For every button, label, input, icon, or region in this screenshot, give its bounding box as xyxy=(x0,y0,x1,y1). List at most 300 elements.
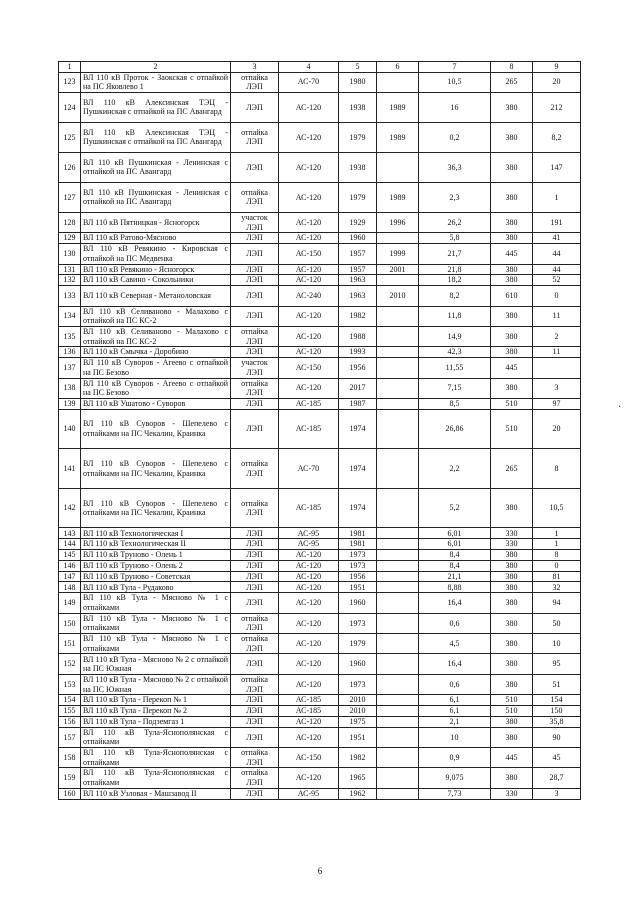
cell-year-built: 1979 xyxy=(339,182,377,212)
cell-allowed-current: 380 xyxy=(491,326,533,346)
cell-year-rebuilt: 1996 xyxy=(377,212,419,232)
cell-year-rebuilt: 1999 xyxy=(377,244,419,264)
cell-allowed-current: 510 xyxy=(491,695,533,706)
cell-row-number: 137 xyxy=(59,358,81,378)
header-cell: 6 xyxy=(377,62,419,73)
cell-year-rebuilt xyxy=(377,275,419,286)
cell-line-type: ЛЭП xyxy=(231,727,279,747)
cell-line-name: ВЛ 110 кВ Проток - Заокская с отпайкой на ПС Яковлево 1 xyxy=(81,72,231,92)
table-row xyxy=(59,560,581,571)
cell-wire-grade: АС-150 xyxy=(279,244,339,264)
table-row xyxy=(59,409,581,449)
cell-length: 0,6 xyxy=(419,674,491,694)
cell-load: 41 xyxy=(533,233,581,244)
cell-line-name: ВЛ 110 кВ Ревякино - Ясногорск xyxy=(81,264,231,275)
table-row xyxy=(59,571,581,582)
cell-row-number: 155 xyxy=(59,706,81,717)
cell-wire-grade: АС-95 xyxy=(279,539,339,550)
table-row xyxy=(59,306,581,326)
cell-allowed-current: 380 xyxy=(491,152,533,182)
cell-row-number: 126 xyxy=(59,152,81,182)
cell-length: 7,73 xyxy=(419,788,491,799)
table-row xyxy=(59,182,581,212)
cell-length: 4,5 xyxy=(419,634,491,654)
cell-line-name: ВЛ 110 кВ Узловая - Машзавод II xyxy=(81,788,231,799)
cell-line-type: ЛЭП xyxy=(231,593,279,613)
cell-line-name: ВЛ 110 кВ Труново - Олень 2 xyxy=(81,560,231,571)
cell-line-name: ВЛ 110 кВ Тула - Рудаково xyxy=(81,582,231,593)
cell-load: 11 xyxy=(533,347,581,358)
cell-line-name: ВЛ 110 кВ Тула - Мясново № 1 с отпайками xyxy=(81,593,231,613)
cell-wire-grade: АС-70 xyxy=(279,449,339,489)
cell-year-built: 1973 xyxy=(339,613,377,633)
cell-allowed-current: 380 xyxy=(491,92,533,122)
cell-wire-grade: АС-185 xyxy=(279,488,339,528)
cell-row-number: 134 xyxy=(59,306,81,326)
cell-wire-grade: АС-185 xyxy=(279,695,339,706)
cell-year-built: 1956 xyxy=(339,571,377,582)
table-header xyxy=(59,62,581,73)
cell-row-number: 133 xyxy=(59,286,81,306)
cell-line-name: ВЛ 110 кВ Смычка - Доробино xyxy=(81,347,231,358)
cell-line-type: отпайка ЛЭП xyxy=(231,613,279,633)
table-row xyxy=(59,582,581,593)
cell-length: 14,9 xyxy=(419,326,491,346)
cell-year-built: 1981 xyxy=(339,539,377,550)
cell-year-built: 1979 xyxy=(339,122,377,152)
table-row xyxy=(59,727,581,747)
cell-year-built: 1982 xyxy=(339,306,377,326)
cell-line-name: ВЛ 110 кВ Пятницкая - Ясногорск xyxy=(81,212,231,232)
header-cell: 2 xyxy=(81,62,231,73)
cell-length: 5,8 xyxy=(419,233,491,244)
cell-line-name: ВЛ 110 кВ Суворов - Шепелево с отпайками на ПС Чекалин, Краинка xyxy=(81,449,231,489)
cell-wire-grade: АС-120 xyxy=(279,122,339,152)
cell-load: 3 xyxy=(533,788,581,799)
cell-year-rebuilt: 2010 xyxy=(377,286,419,306)
cell-line-type: ЛЭП xyxy=(231,695,279,706)
cell-year-built: 1974 xyxy=(339,409,377,449)
cell-wire-grade: АС-185 xyxy=(279,398,339,409)
cell-row-number: 141 xyxy=(59,449,81,489)
cell-year-rebuilt xyxy=(377,613,419,633)
table-row xyxy=(59,768,581,788)
table-row xyxy=(59,550,581,561)
table-row xyxy=(59,716,581,727)
cell-year-rebuilt: 1989 xyxy=(377,92,419,122)
cell-line-name: ВЛ 110 кВ Северная - Метаноловская xyxy=(81,286,231,306)
cell-wire-grade: АС-120 xyxy=(279,306,339,326)
cell-line-type: отпайка ЛЭП xyxy=(231,449,279,489)
cell-line-name: ВЛ 110 кВ Тула - Мясново № 1 с отпайками xyxy=(81,613,231,633)
cell-year-built: 1956 xyxy=(339,358,377,378)
cell-line-name: ВЛ 110 кВ Тула-Яснополянская с отпайками xyxy=(81,768,231,788)
cell-row-number: 147 xyxy=(59,571,81,582)
cell-wire-grade: АС-120 xyxy=(279,233,339,244)
cell-line-name: ВЛ 110 кВ Труново - Олень 1 xyxy=(81,550,231,561)
table-row xyxy=(59,326,581,346)
cell-year-rebuilt: 1989 xyxy=(377,122,419,152)
cell-line-name: ВЛ 110 кВ Тула - Мясново № 1 с отпайками xyxy=(81,634,231,654)
cell-year-built: 1973 xyxy=(339,674,377,694)
cell-allowed-current: 380 xyxy=(491,264,533,275)
cell-row-number: 146 xyxy=(59,560,81,571)
cell-year-rebuilt xyxy=(377,528,419,539)
table-row xyxy=(59,212,581,232)
cell-load: 11 xyxy=(533,306,581,326)
cell-line-name: ВЛ 110 кВ Технологическая I xyxy=(81,528,231,539)
cell-length: 5,2 xyxy=(419,488,491,528)
cell-wire-grade: АС-120 xyxy=(279,582,339,593)
cell-row-number: 123 xyxy=(59,72,81,92)
table-row xyxy=(59,286,581,306)
cell-row-number: 139 xyxy=(59,398,81,409)
header-cell: 9 xyxy=(533,62,581,73)
cell-year-rebuilt xyxy=(377,306,419,326)
table-row xyxy=(59,488,581,528)
cell-row-number: 130 xyxy=(59,244,81,264)
cell-load: 154 xyxy=(533,695,581,706)
cell-length: 7,15 xyxy=(419,378,491,398)
cell-allowed-current: 380 xyxy=(491,727,533,747)
cell-year-built: 1962 xyxy=(339,788,377,799)
page-number: 6 xyxy=(317,866,323,876)
cell-load: 28,7 xyxy=(533,768,581,788)
cell-wire-grade: АС-120 xyxy=(279,182,339,212)
cell-load: 0 xyxy=(533,560,581,571)
cell-line-name: ВЛ 110 кВ Труново - Советская xyxy=(81,571,231,582)
cell-year-built: 1980 xyxy=(339,72,377,92)
cell-wire-grade: АС-120 xyxy=(279,550,339,561)
cell-row-number: 150 xyxy=(59,613,81,633)
cell-length: 26,2 xyxy=(419,212,491,232)
cell-line-type: отпайка ЛЭП xyxy=(231,72,279,92)
cell-row-number: 136 xyxy=(59,347,81,358)
cell-wire-grade: АС-120 xyxy=(279,347,339,358)
cell-length: 0,6 xyxy=(419,613,491,633)
cell-year-rebuilt xyxy=(377,634,419,654)
cell-year-rebuilt xyxy=(377,748,419,768)
table-row xyxy=(59,788,581,799)
cell-length: 16,4 xyxy=(419,654,491,674)
cell-allowed-current: 380 xyxy=(491,582,533,593)
cell-wire-grade: АС-95 xyxy=(279,528,339,539)
cell-allowed-current: 380 xyxy=(491,378,533,398)
cell-wire-grade: АС-120 xyxy=(279,674,339,694)
cell-line-name: ВЛ 110 кВ Пушкинская - Ленинская с отпайкой на ПС Авангард xyxy=(81,182,231,212)
cell-row-number: 153 xyxy=(59,674,81,694)
cell-year-rebuilt xyxy=(377,488,419,528)
cell-row-number: 138 xyxy=(59,378,81,398)
header-cell: 1 xyxy=(59,62,81,73)
cell-year-rebuilt xyxy=(377,449,419,489)
cell-line-type: ЛЭП xyxy=(231,582,279,593)
cell-length: 42,3 xyxy=(419,347,491,358)
header-cell: 7 xyxy=(419,62,491,73)
cell-line-type: ЛЭП xyxy=(231,244,279,264)
cell-length: 8,88 xyxy=(419,582,491,593)
cell-row-number: 140 xyxy=(59,409,81,449)
cell-allowed-current: 330 xyxy=(491,528,533,539)
cell-wire-grade: АС-240 xyxy=(279,286,339,306)
table-row xyxy=(59,122,581,152)
cell-line-type: ЛЭП xyxy=(231,654,279,674)
cell-line-name: ВЛ 110 кВ Тула - Мясново № 2 с отпайкой на ПС Южная xyxy=(81,654,231,674)
cell-load: 1 xyxy=(533,182,581,212)
cell-wire-grade: АС-120 xyxy=(279,152,339,182)
cell-load: 51 xyxy=(533,674,581,694)
cell-allowed-current: 380 xyxy=(491,674,533,694)
cell-load: 150 xyxy=(533,706,581,717)
cell-wire-grade: АС-120 xyxy=(279,716,339,727)
cell-line-type: отпайка ЛЭП xyxy=(231,488,279,528)
cell-length: 2,1 xyxy=(419,716,491,727)
cell-year-rebuilt xyxy=(377,152,419,182)
cell-line-name: ВЛ 110 кВ Селиваново - Малахово с отпайкой на ПС КС-2 xyxy=(81,306,231,326)
header-cell: 5 xyxy=(339,62,377,73)
cell-line-name: ВЛ 110 кВ Суворов - Шепелево с отпайками на ПС Чекалин, Краинка xyxy=(81,409,231,449)
cell-year-built: 2010 xyxy=(339,695,377,706)
cell-wire-grade: АС-120 xyxy=(279,326,339,346)
header-cell: 3 xyxy=(231,62,279,73)
table-row xyxy=(59,654,581,674)
cell-allowed-current: 380 xyxy=(491,768,533,788)
cell-wire-grade: АС-120 xyxy=(279,571,339,582)
cell-year-rebuilt xyxy=(377,695,419,706)
cell-year-built: 1973 xyxy=(339,550,377,561)
cell-year-rebuilt xyxy=(377,788,419,799)
cell-year-built: 1951 xyxy=(339,727,377,747)
cell-line-name: ВЛ 110 кВ Тула-Яснополянская с отпайками xyxy=(81,727,231,747)
cell-allowed-current: 380 xyxy=(491,182,533,212)
cell-wire-grade: АС-120 xyxy=(279,768,339,788)
cell-line-type: отпайка ЛЭП xyxy=(231,378,279,398)
header-cell: 8 xyxy=(491,62,533,73)
cell-line-name: ВЛ 110 кВ Суворов - Агеево с отпайкой на ПС Безово xyxy=(81,378,231,398)
cell-length: 0,2 xyxy=(419,122,491,152)
table-row xyxy=(59,358,581,378)
cell-load: 191 xyxy=(533,212,581,232)
cell-allowed-current: 510 xyxy=(491,398,533,409)
cell-load: 44 xyxy=(533,244,581,264)
cell-length: 8,4 xyxy=(419,560,491,571)
table-row xyxy=(59,695,581,706)
table-row xyxy=(59,347,581,358)
cell-line-name: ВЛ 110 кВ Ратово-Мясново xyxy=(81,233,231,244)
cell-load: 97 xyxy=(533,398,581,409)
cell-year-rebuilt xyxy=(377,378,419,398)
cell-load: 10 xyxy=(533,634,581,654)
cell-line-name: ВЛ 110 кВ Тула-Яснополянская с отпайками xyxy=(81,748,231,768)
cell-line-type: ЛЭП xyxy=(231,788,279,799)
cell-load: 0 xyxy=(533,286,581,306)
cell-line-type: ЛЭП xyxy=(231,92,279,122)
cell-year-rebuilt xyxy=(377,347,419,358)
cell-line-type: отпайка ЛЭП xyxy=(231,768,279,788)
cell-line-type: ЛЭП xyxy=(231,286,279,306)
cell-year-built: 1938 xyxy=(339,152,377,182)
cell-length: 11,55 xyxy=(419,358,491,378)
cell-year-built: 2017 xyxy=(339,378,377,398)
cell-year-rebuilt xyxy=(377,539,419,550)
power-lines-table xyxy=(58,61,581,800)
cell-line-type: отпайка ЛЭП xyxy=(231,674,279,694)
cell-row-number: 145 xyxy=(59,550,81,561)
cell-line-type: отпайка ЛЭП xyxy=(231,748,279,768)
cell-wire-grade: АС-120 xyxy=(279,275,339,286)
table-row xyxy=(59,528,581,539)
table-row xyxy=(59,593,581,613)
cell-line-type: ЛЭП xyxy=(231,347,279,358)
cell-length: 16 xyxy=(419,92,491,122)
cell-length: 21,7 xyxy=(419,244,491,264)
cell-length: 16,4 xyxy=(419,593,491,613)
cell-allowed-current: 380 xyxy=(491,122,533,152)
cell-row-number: 143 xyxy=(59,528,81,539)
cell-load: 90 xyxy=(533,727,581,747)
cell-load: 8 xyxy=(533,550,581,561)
cell-wire-grade: АС-120 xyxy=(279,634,339,654)
table-row xyxy=(59,152,581,182)
cell-row-number: 132 xyxy=(59,275,81,286)
cell-line-name: ВЛ 110 кВ Тула - Перекоп № 2 xyxy=(81,706,231,717)
cell-year-built: 1965 xyxy=(339,768,377,788)
cell-allowed-current: 265 xyxy=(491,72,533,92)
cell-year-built: 1951 xyxy=(339,582,377,593)
cell-allowed-current: 380 xyxy=(491,550,533,561)
cell-year-rebuilt xyxy=(377,768,419,788)
cell-wire-grade: АС-120 xyxy=(279,613,339,633)
cell-length: 2,2 xyxy=(419,449,491,489)
table-body xyxy=(59,72,581,799)
cell-line-type: ЛЭП xyxy=(231,398,279,409)
cell-wire-grade: АС-120 xyxy=(279,264,339,275)
cell-year-built: 1929 xyxy=(339,212,377,232)
cell-load: 8 xyxy=(533,449,581,489)
cell-row-number: 157 xyxy=(59,727,81,747)
cell-load: 3 xyxy=(533,378,581,398)
cell-year-rebuilt xyxy=(377,593,419,613)
table-row xyxy=(59,264,581,275)
cell-line-type: отпайка ЛЭП xyxy=(231,634,279,654)
cell-allowed-current: 380 xyxy=(491,212,533,232)
cell-year-rebuilt: 1989 xyxy=(377,182,419,212)
cell-year-built: 2010 xyxy=(339,706,377,717)
cell-load: 1 xyxy=(533,528,581,539)
cell-year-rebuilt xyxy=(377,326,419,346)
cell-year-rebuilt xyxy=(377,560,419,571)
cell-year-rebuilt: 2001 xyxy=(377,264,419,275)
cell-load: 8,2 xyxy=(533,122,581,152)
cell-load: 2 xyxy=(533,326,581,346)
cell-length: 2,3 xyxy=(419,182,491,212)
table-row xyxy=(59,449,581,489)
cell-wire-grade: АС-120 xyxy=(279,378,339,398)
cell-row-number: 127 xyxy=(59,182,81,212)
cell-length: 10,5 xyxy=(419,72,491,92)
cell-row-number: 129 xyxy=(59,233,81,244)
cell-length: 6,01 xyxy=(419,539,491,550)
cell-line-type: отпайка ЛЭП xyxy=(231,122,279,152)
table-row xyxy=(59,275,581,286)
cell-row-number: 131 xyxy=(59,264,81,275)
cell-line-name: ВЛ 110 кВ Ушатово - Суворов xyxy=(81,398,231,409)
cell-line-name: ВЛ 110 кВ Тула - Перекоп № 1 xyxy=(81,695,231,706)
cell-allowed-current: 380 xyxy=(491,233,533,244)
cell-year-rebuilt xyxy=(377,550,419,561)
cell-line-type: ЛЭП xyxy=(231,560,279,571)
cell-row-number: 149 xyxy=(59,593,81,613)
cell-line-name: ВЛ 110 кВ Алексинская ТЭЦ - Пушкинская с отпайкой на ПС Авангард xyxy=(81,122,231,152)
cell-length: 10 xyxy=(419,727,491,747)
cell-year-built: 1979 xyxy=(339,634,377,654)
table-row xyxy=(59,72,581,92)
cell-year-built: 1960 xyxy=(339,654,377,674)
cell-line-name: ВЛ 110 кВ Алексинская ТЭЦ - Пушкинская с отпайкой на ПС Авангард xyxy=(81,92,231,122)
table-row xyxy=(59,706,581,717)
cell-load: 32 xyxy=(533,582,581,593)
cell-allowed-current: 445 xyxy=(491,748,533,768)
cell-year-built: 1957 xyxy=(339,244,377,264)
cell-row-number: 159 xyxy=(59,768,81,788)
cell-wire-grade: АС-120 xyxy=(279,593,339,613)
cell-load: 212 xyxy=(533,92,581,122)
cell-allowed-current: 610 xyxy=(491,286,533,306)
table-row xyxy=(59,539,581,550)
cell-year-built: 1960 xyxy=(339,593,377,613)
cell-year-rebuilt xyxy=(377,398,419,409)
cell-row-number: 148 xyxy=(59,582,81,593)
cell-allowed-current: 380 xyxy=(491,634,533,654)
cell-allowed-current: 380 xyxy=(491,613,533,633)
cell-year-built: 1963 xyxy=(339,275,377,286)
cell-line-type: ЛЭП xyxy=(231,716,279,727)
cell-allowed-current: 380 xyxy=(491,571,533,582)
table-row xyxy=(59,92,581,122)
cell-year-built: 1987 xyxy=(339,398,377,409)
cell-load xyxy=(533,358,581,378)
cell-allowed-current: 330 xyxy=(491,539,533,550)
cell-line-name: ВЛ 110 кВ Суворов - Агеево с отпайкой на ПС Безово xyxy=(81,358,231,378)
cell-wire-grade: АС-95 xyxy=(279,788,339,799)
table-row xyxy=(59,748,581,768)
cell-row-number: 124 xyxy=(59,92,81,122)
cell-length: 18,2 xyxy=(419,275,491,286)
cell-line-name: ВЛ 110 кВ Пушкинская - Ленинская с отпайкой на ПС Авангард xyxy=(81,152,231,182)
cell-load: 10,5 xyxy=(533,488,581,528)
cell-line-name: ВЛ 110 кВ Ревякино - Кировская с отпайкой на ПС Медвенка xyxy=(81,244,231,264)
cell-year-built: 1957 xyxy=(339,264,377,275)
header-row xyxy=(59,62,581,73)
table-row xyxy=(59,398,581,409)
cell-year-built: 1982 xyxy=(339,748,377,768)
cell-line-type: ЛЭП xyxy=(231,528,279,539)
cell-line-type: ЛЭП xyxy=(231,706,279,717)
cell-year-built: 1974 xyxy=(339,488,377,528)
cell-line-type: ЛЭП xyxy=(231,306,279,326)
cell-row-number: 128 xyxy=(59,212,81,232)
cell-row-number: 135 xyxy=(59,326,81,346)
cell-wire-grade: АС-185 xyxy=(279,706,339,717)
cell-year-rebuilt xyxy=(377,358,419,378)
cell-load: 81 xyxy=(533,571,581,582)
cell-wire-grade: АС-120 xyxy=(279,212,339,232)
cell-year-rebuilt xyxy=(377,72,419,92)
cell-year-rebuilt xyxy=(377,654,419,674)
cell-allowed-current: 380 xyxy=(491,347,533,358)
cell-wire-grade: АС-120 xyxy=(279,92,339,122)
cell-wire-grade: АС-150 xyxy=(279,358,339,378)
